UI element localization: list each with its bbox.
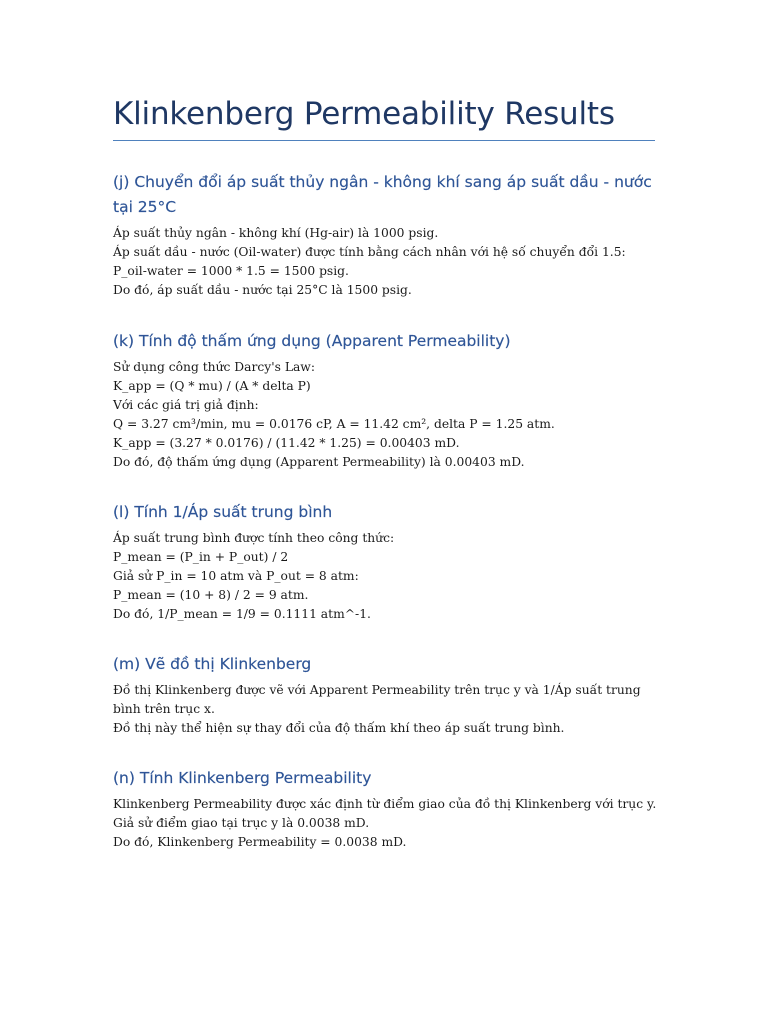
section-k	[113, 329, 656, 472]
section-heading-j: (j) Chuyển đổi áp suất thủy ngân - không khí sang áp suất dầu - nước tại 25°C	[113, 173, 652, 216]
title-underline	[113, 140, 655, 141]
body-line: Giả sử điểm giao tại trục y là 0.0038 mD.	[113, 816, 370, 830]
section-body-j	[113, 224, 656, 300]
body-line: Do đó, 1/P_mean = 1/9 = 0.1111 atm^-1.	[113, 607, 371, 621]
body-line: Sử dụng công thức Darcy's Law:	[113, 360, 315, 374]
section-body-m	[113, 681, 656, 738]
body-line: Áp suất thủy ngân - không khí (Hg-air) là 1000 psig.	[113, 226, 439, 240]
body-line: K_app = (3.27 * 0.0176) / (11.42 * 1.25) = 0.00403 mD.	[113, 436, 460, 450]
body-line: Giả sử P_in = 10 atm và P_out = 8 atm:	[113, 569, 359, 583]
body-line: P_oil-water = 1000 * 1.5 = 1500 psig.	[113, 264, 349, 278]
body-line: Đồ thị này thể hiện sự thay đổi của độ thấm khí theo áp suất trung bình.	[113, 721, 565, 735]
section-body-n	[113, 795, 656, 852]
section-heading-n: (n) Tính Klinkenberg Permeability	[113, 769, 372, 787]
section-l	[113, 500, 656, 624]
section-heading-k: (k) Tính độ thấm ứng dụng (Apparent Permeability)	[113, 332, 511, 350]
body-line: Do đó, độ thấm ứng dụng (Apparent Permeability) là 0.00403 mD.	[113, 455, 525, 469]
section-body-l	[113, 529, 656, 624]
section-m	[113, 652, 656, 738]
section-n	[113, 766, 656, 852]
body-line: Áp suất trung bình được tính theo công thức:	[113, 531, 395, 545]
section-j	[113, 170, 656, 300]
body-line: Do đó, áp suất dầu - nước tại 25°C là 1500 psig.	[113, 283, 412, 297]
body-line: Q = 3.27 cm³/min, mu = 0.0176 cP, A = 11.42 cm², delta P = 1.25 atm.	[113, 417, 555, 431]
section-body-k	[113, 358, 656, 472]
body-line: Đồ thị Klinkenberg được vẽ với Apparent Permeability trên trục y và 1/Áp suất trung bình trên trục x.	[113, 683, 641, 716]
body-line: K_app = (Q * mu) / (A * delta P)	[113, 379, 311, 393]
body-line: P_mean = (P_in + P_out) / 2	[113, 550, 289, 564]
body-line: P_mean = (10 + 8) / 2 = 9 atm.	[113, 588, 309, 602]
section-heading-l: (l) Tính 1/Áp suất trung bình	[113, 503, 333, 521]
body-line: Klinkenberg Permeability được xác định từ điểm giao của đồ thị Klinkenberg với trục y.	[113, 797, 657, 811]
section-heading-m: (m) Vẽ đồ thị Klinkenberg	[113, 655, 312, 673]
body-line: Do đó, Klinkenberg Permeability = 0.0038 mD.	[113, 835, 407, 849]
document-title: Klinkenberg Permeability Results	[113, 96, 615, 132]
body-line: Với các giá trị giả định:	[113, 398, 259, 412]
body-line: Áp suất dầu - nước (Oil-water) được tính bằng cách nhân với hệ số chuyển đổi 1.5:	[113, 245, 626, 259]
document-page	[113, 0, 657, 849]
